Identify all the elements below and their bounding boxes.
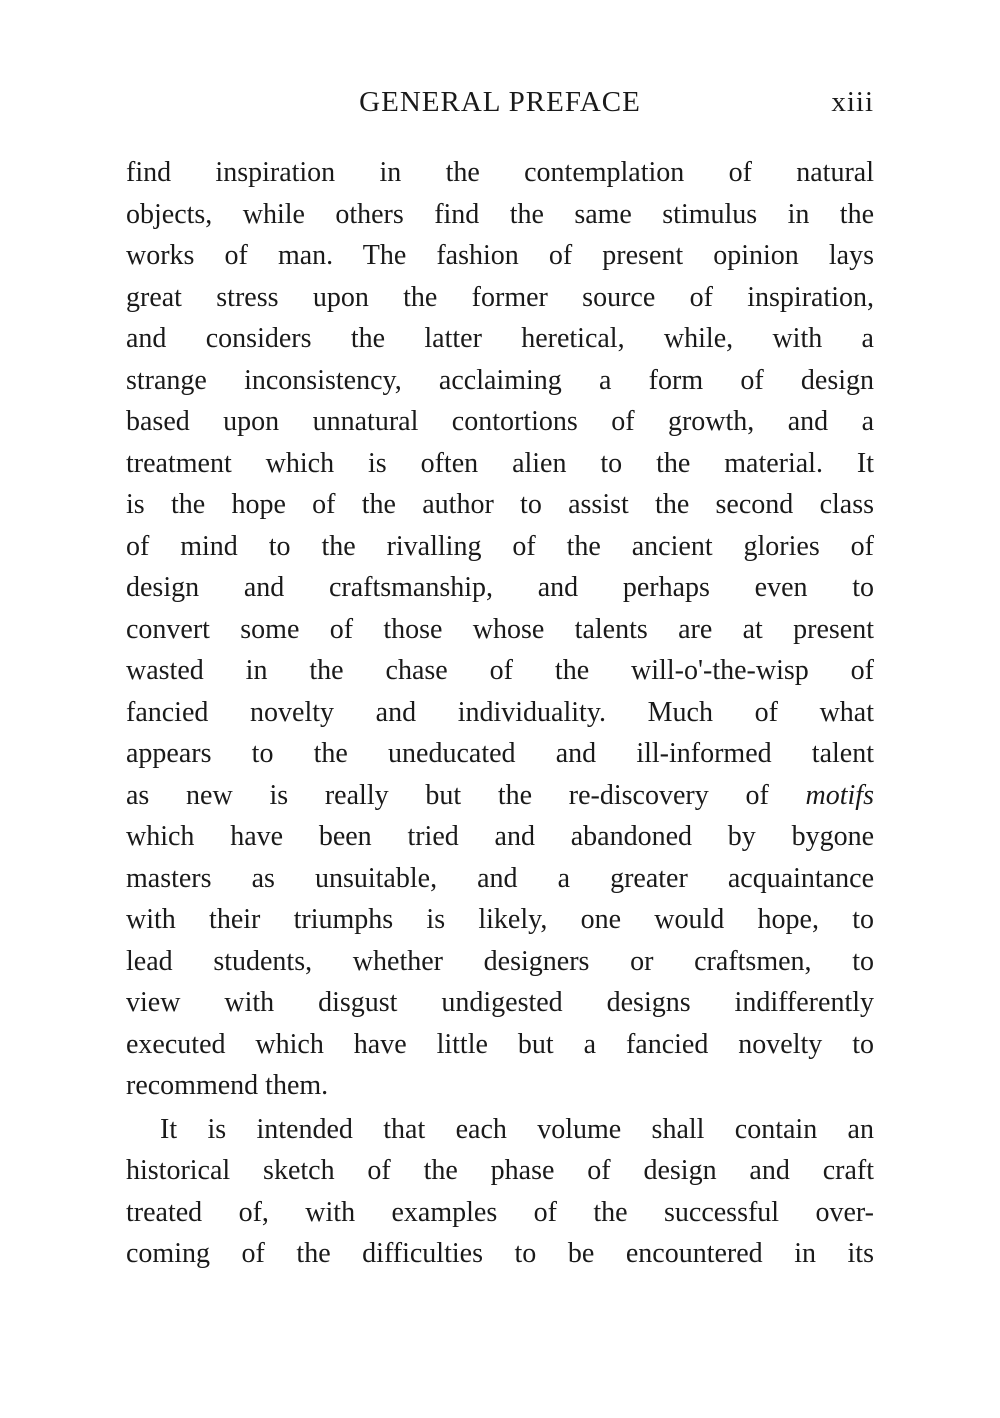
text-line: which have been tried and abandoned by bygone bbox=[126, 821, 874, 852]
text-line: is the hope of the author to assist the second class bbox=[126, 489, 874, 520]
text-line: It is intended that each volume shall contain an bbox=[160, 1113, 874, 1145]
text-line: masters as unsuitable, and a greater acquaintance bbox=[126, 862, 874, 894]
text-line: strange inconsistency, acclaiming a form of design bbox=[126, 364, 874, 396]
running-title: GENERAL PREFACE bbox=[359, 86, 641, 118]
text-line: coming of the difficulties to be encountered in its bbox=[126, 1238, 874, 1269]
page-number: xiii bbox=[831, 86, 874, 118]
text-line: great stress upon the former source of inspiration, bbox=[126, 281, 874, 313]
text-line: of mind to the rivalling of the ancient glories of bbox=[126, 530, 874, 562]
text-line: convert some of those whose talents are at present bbox=[126, 613, 874, 645]
text-run: as new is really but the re-discovery of bbox=[126, 779, 806, 811]
italic-term: motifs bbox=[805, 779, 874, 811]
text-line: treatment which is often alien to the material. It bbox=[126, 447, 874, 479]
text-line: based upon unnatural contortions of growth, and a bbox=[126, 406, 874, 437]
text-line: find inspiration in the contemplation of natural bbox=[126, 157, 874, 188]
text-line: recommend them. bbox=[126, 1070, 329, 1101]
paragraph-1 bbox=[126, 152, 874, 1107]
text-line: works of man. The fashion of present opinion lays bbox=[126, 240, 874, 271]
running-head bbox=[126, 86, 874, 126]
text-line: view with disgust undigested designs indifferently bbox=[126, 987, 874, 1018]
text-line: executed which have little but a fancied novelty to bbox=[126, 1028, 874, 1060]
text-line: design and craftsmanship, and perhaps even to bbox=[126, 572, 874, 603]
text-line: lead students, whether designers or craftsmen, to bbox=[126, 945, 874, 977]
text-line: and considers the latter heretical, while, with a bbox=[126, 323, 874, 354]
text-line: with their triumphs is likely, one would hope, to bbox=[126, 904, 874, 935]
paragraph-2 bbox=[126, 1109, 874, 1275]
text-line: appears to the uneducated and ill-informed talent bbox=[126, 738, 874, 769]
text-line: objects, while others find the same stimulus in the bbox=[126, 198, 874, 230]
text-line: wasted in the chase of the will-o'-the-wisp of bbox=[126, 655, 874, 686]
text-line: treated of, with examples of the successful over- bbox=[126, 1196, 874, 1228]
body-text bbox=[126, 152, 874, 1275]
text-line: fancied novelty and individuality. Much of what bbox=[126, 696, 874, 728]
text-line bbox=[126, 775, 874, 817]
text-line: historical sketch of the phase of design and craft bbox=[126, 1155, 874, 1186]
